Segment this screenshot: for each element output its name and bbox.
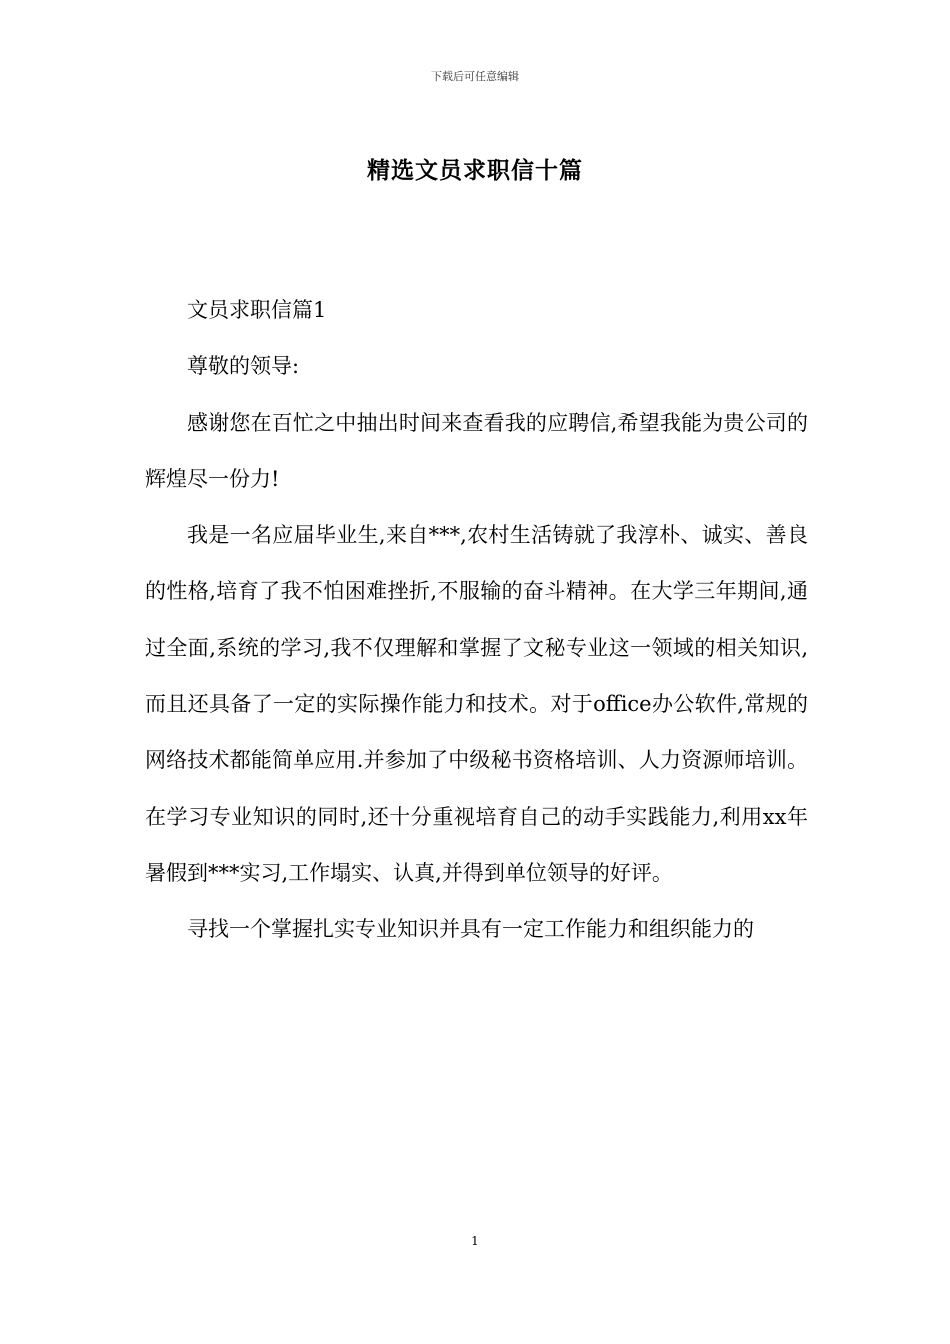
document-title: 精选文员求职信十篇 bbox=[367, 157, 583, 184]
page-number: 1 bbox=[471, 1234, 479, 1248]
header-note: 下载后可任意编辑 bbox=[431, 70, 519, 83]
paragraph-2: 我是一名应届毕业生,来自***,农村生活铸就了我淳朴、诚实、善良的性格,培育了我不怕困难挫折,不服输的奋斗精神。在大学三年期间,通过全面,系统的学习,我不仅理解和掌握了文秘专业这一领域的相关知识,而且还具备了一定的实际操作能力和技术。对于office办公软件,常规的网络技术都能简单应用.并参加了中级秘书资格培训、人力资源师培训。在学习专业知识的同时,还十分重视培育自己的动手实践能力,利用xx年暑假到***实习,工作塌实、认真,并得到单位领导的好评。 bbox=[145, 523, 808, 885]
salutation: 尊敬的领导: bbox=[187, 354, 300, 379]
document-body bbox=[145, 282, 808, 958]
paragraph-1: 感谢您在百忙之中抽出时间来查看我的应聘信,希望我能为贵公司的辉煌尽一份力! bbox=[145, 410, 808, 491]
paragraph-3: 寻找一个掌握扎实专业知识并具有一定工作能力和组织能力的 bbox=[187, 917, 754, 942]
section-heading: 文员求职信篇1 bbox=[187, 298, 327, 322]
